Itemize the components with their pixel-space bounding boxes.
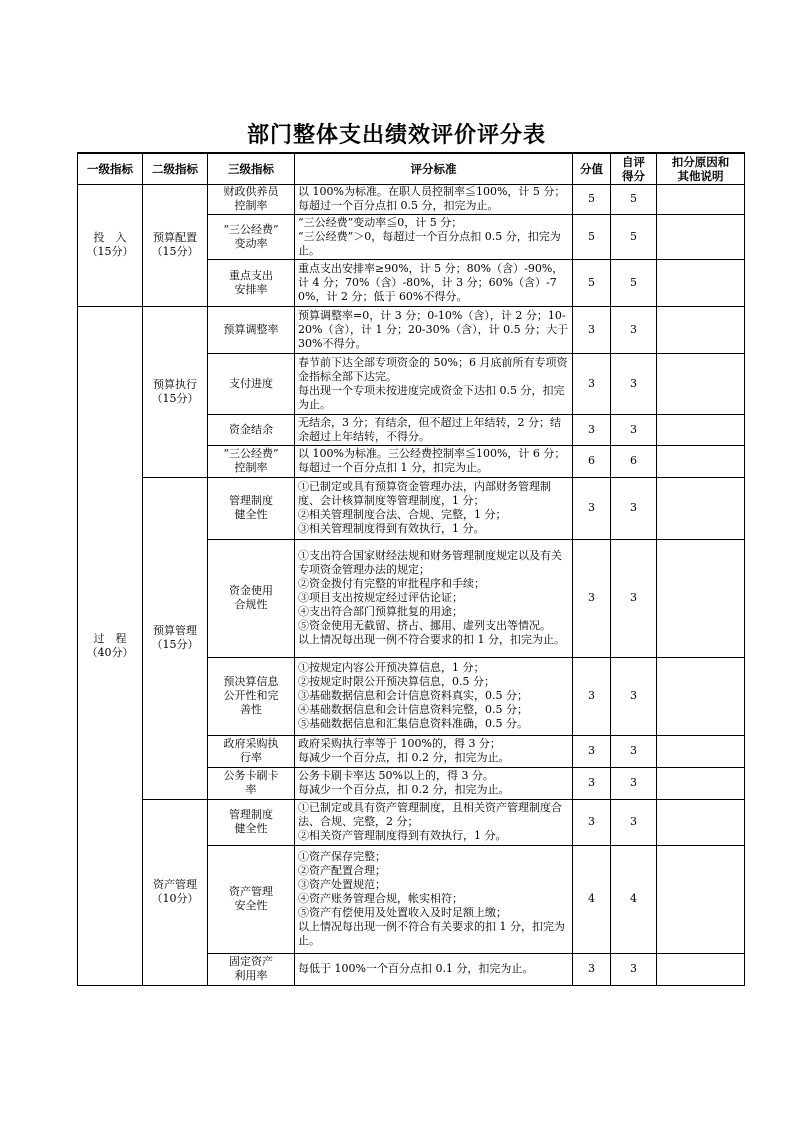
header-level3: 三级指标 bbox=[208, 153, 295, 184]
criteria-cell: 无结余，3 分；有结余，但不超过上年结转，2 分；结余超过上年结转，不得分。 bbox=[295, 414, 573, 445]
note-cell bbox=[657, 767, 745, 799]
note-cell bbox=[657, 657, 745, 735]
level3-cell: 资产管理 安全性 bbox=[208, 845, 295, 953]
self-score-cell: 5 bbox=[611, 214, 657, 259]
table-row bbox=[78, 477, 745, 539]
criteria-cell: 政府采购执行率等于 100%的，得 3 分； 每减少一个百分点，扣 0.2 分，扣完为止。 bbox=[295, 735, 573, 767]
header-criteria: 评分标准 bbox=[295, 153, 573, 184]
criteria-cell: 以 100%为标准。在职人员控制率≦100%，计 5 分； 每超过一个百分点扣 0.5 分，扣完为止。 bbox=[295, 184, 573, 214]
self-score-cell: 3 bbox=[611, 657, 657, 735]
level3-cell: 资金结余 bbox=[208, 414, 295, 445]
criteria-cell: 以 100%为标准。三公经费控制率≦100%，计 6 分； 每超过一个百分点扣 1 分，扣完为止。 bbox=[295, 445, 573, 477]
score-cell: 3 bbox=[573, 767, 611, 799]
criteria-cell: 公务卡刷卡率达 50%以上的，得 3 分。 每减少一个百分点，扣 0.2 分，扣完为止。 bbox=[295, 767, 573, 799]
self-score-cell: 3 bbox=[611, 735, 657, 767]
score-cell: 5 bbox=[573, 259, 611, 306]
note-cell bbox=[657, 845, 745, 953]
score-cell: 3 bbox=[573, 539, 611, 657]
header-note: 扣分原因和 其他说明 bbox=[657, 153, 745, 184]
criteria-cell: ①按规定内容公开预决算信息，1 分； ②按规定时限公开预决算信息，0.5 分； ③基础数据信息和会计信息资料真实，0.5 分； ④基础数据信息和会计信息资料完整，0.5 分； ⑤基础数据信息和汇集信息资料准确，0.5 分。 bbox=[295, 657, 573, 735]
level3-cell: 政府采购执 行率 bbox=[208, 735, 295, 767]
self-score-cell: 3 bbox=[611, 353, 657, 414]
criteria-cell: ①资产保存完整； ②资产配置合理； ③资产处置规范； ④资产账务管理合规，帐实相符； ⑤资产有偿使用及处置收入及时足额上缴； 以上情况每出现一例不符合有关要求的扣 1 分，扣完为止。 bbox=[295, 845, 573, 953]
criteria-cell: “三公经费”变动率≦0，计 5 分； “三公经费”＞0，每超过一个百分点扣 0.5 分，扣完为止。 bbox=[295, 214, 573, 259]
criteria-cell: ①已制定或具有预算资金管理办法，内部财务管理制度、会计核算制度等管理制度，1 分； ②相关管理制度合法、合规、完整，1 分； ③相关管理制度得到有效执行，1 分。 bbox=[295, 477, 573, 539]
self-score-cell: 3 bbox=[611, 799, 657, 845]
score-cell: 5 bbox=[573, 184, 611, 214]
note-cell bbox=[657, 799, 745, 845]
self-score-cell: 3 bbox=[611, 953, 657, 985]
level3-cell: “三公经费” 变动率 bbox=[208, 214, 295, 259]
note-cell bbox=[657, 306, 745, 353]
evaluation-score-table bbox=[77, 152, 745, 986]
level2-budget-config: 预算配置 （15分） bbox=[143, 184, 208, 306]
score-cell: 3 bbox=[573, 799, 611, 845]
level1-input: 投 入 （15分） bbox=[78, 184, 143, 306]
header-level1: 一级指标 bbox=[78, 153, 143, 184]
self-score-cell: 4 bbox=[611, 845, 657, 953]
criteria-cell: 春节前下达全部专项资金的 50%；6 月底前所有专项资金指标全部下达完。 每出现一个专项未按进度完成资金下达扣 0.5 分，扣完为止。 bbox=[295, 353, 573, 414]
level3-cell: “三公经费” 控制率 bbox=[208, 445, 295, 477]
note-cell bbox=[657, 445, 745, 477]
note-cell bbox=[657, 735, 745, 767]
level3-cell: 资金使用 合规性 bbox=[208, 539, 295, 657]
level2-budget-mgmt: 预算管理 （15分） bbox=[143, 477, 208, 799]
note-cell bbox=[657, 414, 745, 445]
table-row bbox=[78, 306, 745, 353]
criteria-cell: ①支出符合国家财经法规和财务管理制度规定以及有关专项资金管理办法的规定； ②资金拨付有完整的审批程序和手续； ③项目支出按规定经过评估论证； ④支出符合部门预算批复的用途； ⑤资金使用无截留、挤占、挪用、虚列支出等情况。 以上情况每出现一例不符合要求的扣 1 分，扣完为止。 bbox=[295, 539, 573, 657]
self-score-cell: 3 bbox=[611, 414, 657, 445]
score-cell: 6 bbox=[573, 445, 611, 477]
level3-cell: 预算调整率 bbox=[208, 306, 295, 353]
level1-process: 过 程 （40分） bbox=[78, 306, 143, 985]
self-score-cell: 3 bbox=[611, 767, 657, 799]
self-score-cell: 3 bbox=[611, 539, 657, 657]
score-cell: 3 bbox=[573, 953, 611, 985]
note-cell bbox=[657, 259, 745, 306]
note-cell bbox=[657, 539, 745, 657]
level3-cell: 管理制度 健全性 bbox=[208, 799, 295, 845]
criteria-cell: 重点支出安排率≥90%，计 5 分；80%（含）-90%，计 4 分；70%（含）-80%，计 3 分；60%（含）-70%，计 2 分；低于 60%不得分。 bbox=[295, 259, 573, 306]
header-score: 分值 bbox=[573, 153, 611, 184]
criteria-cell: 预算调整率=0，计 3 分；0-10%（含），计 2 分；10-20%（含），计 1 分；20-30%（含），计 0.5 分；大于 30%不得分。 bbox=[295, 306, 573, 353]
score-cell: 5 bbox=[573, 214, 611, 259]
level2-asset-mgmt: 资产管理 （10分） bbox=[143, 799, 208, 985]
level2-budget-exec: 预算执行 （15分） bbox=[143, 306, 208, 477]
score-cell: 3 bbox=[573, 477, 611, 539]
table-row bbox=[78, 799, 745, 845]
score-cell: 3 bbox=[573, 306, 611, 353]
criteria-cell: 每低于 100%一个百分点扣 0.1 分，扣完为止。 bbox=[295, 953, 573, 985]
level3-cell: 预决算信息 公开性和完 善性 bbox=[208, 657, 295, 735]
note-cell bbox=[657, 953, 745, 985]
self-score-cell: 3 bbox=[611, 477, 657, 539]
score-cell: 3 bbox=[573, 414, 611, 445]
self-score-cell: 3 bbox=[611, 306, 657, 353]
page-title: 部门整体支出绩效评价评分表 bbox=[246, 122, 546, 148]
score-cell: 4 bbox=[573, 845, 611, 953]
self-score-cell: 5 bbox=[611, 184, 657, 214]
note-cell bbox=[657, 353, 745, 414]
note-cell bbox=[657, 477, 745, 539]
score-cell: 3 bbox=[573, 735, 611, 767]
level3-cell: 公务卡刷卡 率 bbox=[208, 767, 295, 799]
table-row bbox=[78, 184, 745, 214]
criteria-cell: ①已制定或具有资产管理制度，且相关资产管理制度合法、合规、完整，2 分； ②相关资产管理制度得到有效执行，1 分。 bbox=[295, 799, 573, 845]
table-header-row bbox=[78, 153, 745, 184]
level3-cell: 固定资产 利用率 bbox=[208, 953, 295, 985]
header-self-score: 自评 得分 bbox=[611, 153, 657, 184]
score-cell: 3 bbox=[573, 353, 611, 414]
note-cell bbox=[657, 184, 745, 214]
self-score-cell: 6 bbox=[611, 445, 657, 477]
self-score-cell: 5 bbox=[611, 259, 657, 306]
header-level2: 二级指标 bbox=[143, 153, 208, 184]
level3-cell: 重点支出 安排率 bbox=[208, 259, 295, 306]
level3-cell: 管理制度 健全性 bbox=[208, 477, 295, 539]
level3-cell: 支付进度 bbox=[208, 353, 295, 414]
note-cell bbox=[657, 214, 745, 259]
level3-cell: 财政供养员 控制率 bbox=[208, 184, 295, 214]
score-cell: 3 bbox=[573, 657, 611, 735]
